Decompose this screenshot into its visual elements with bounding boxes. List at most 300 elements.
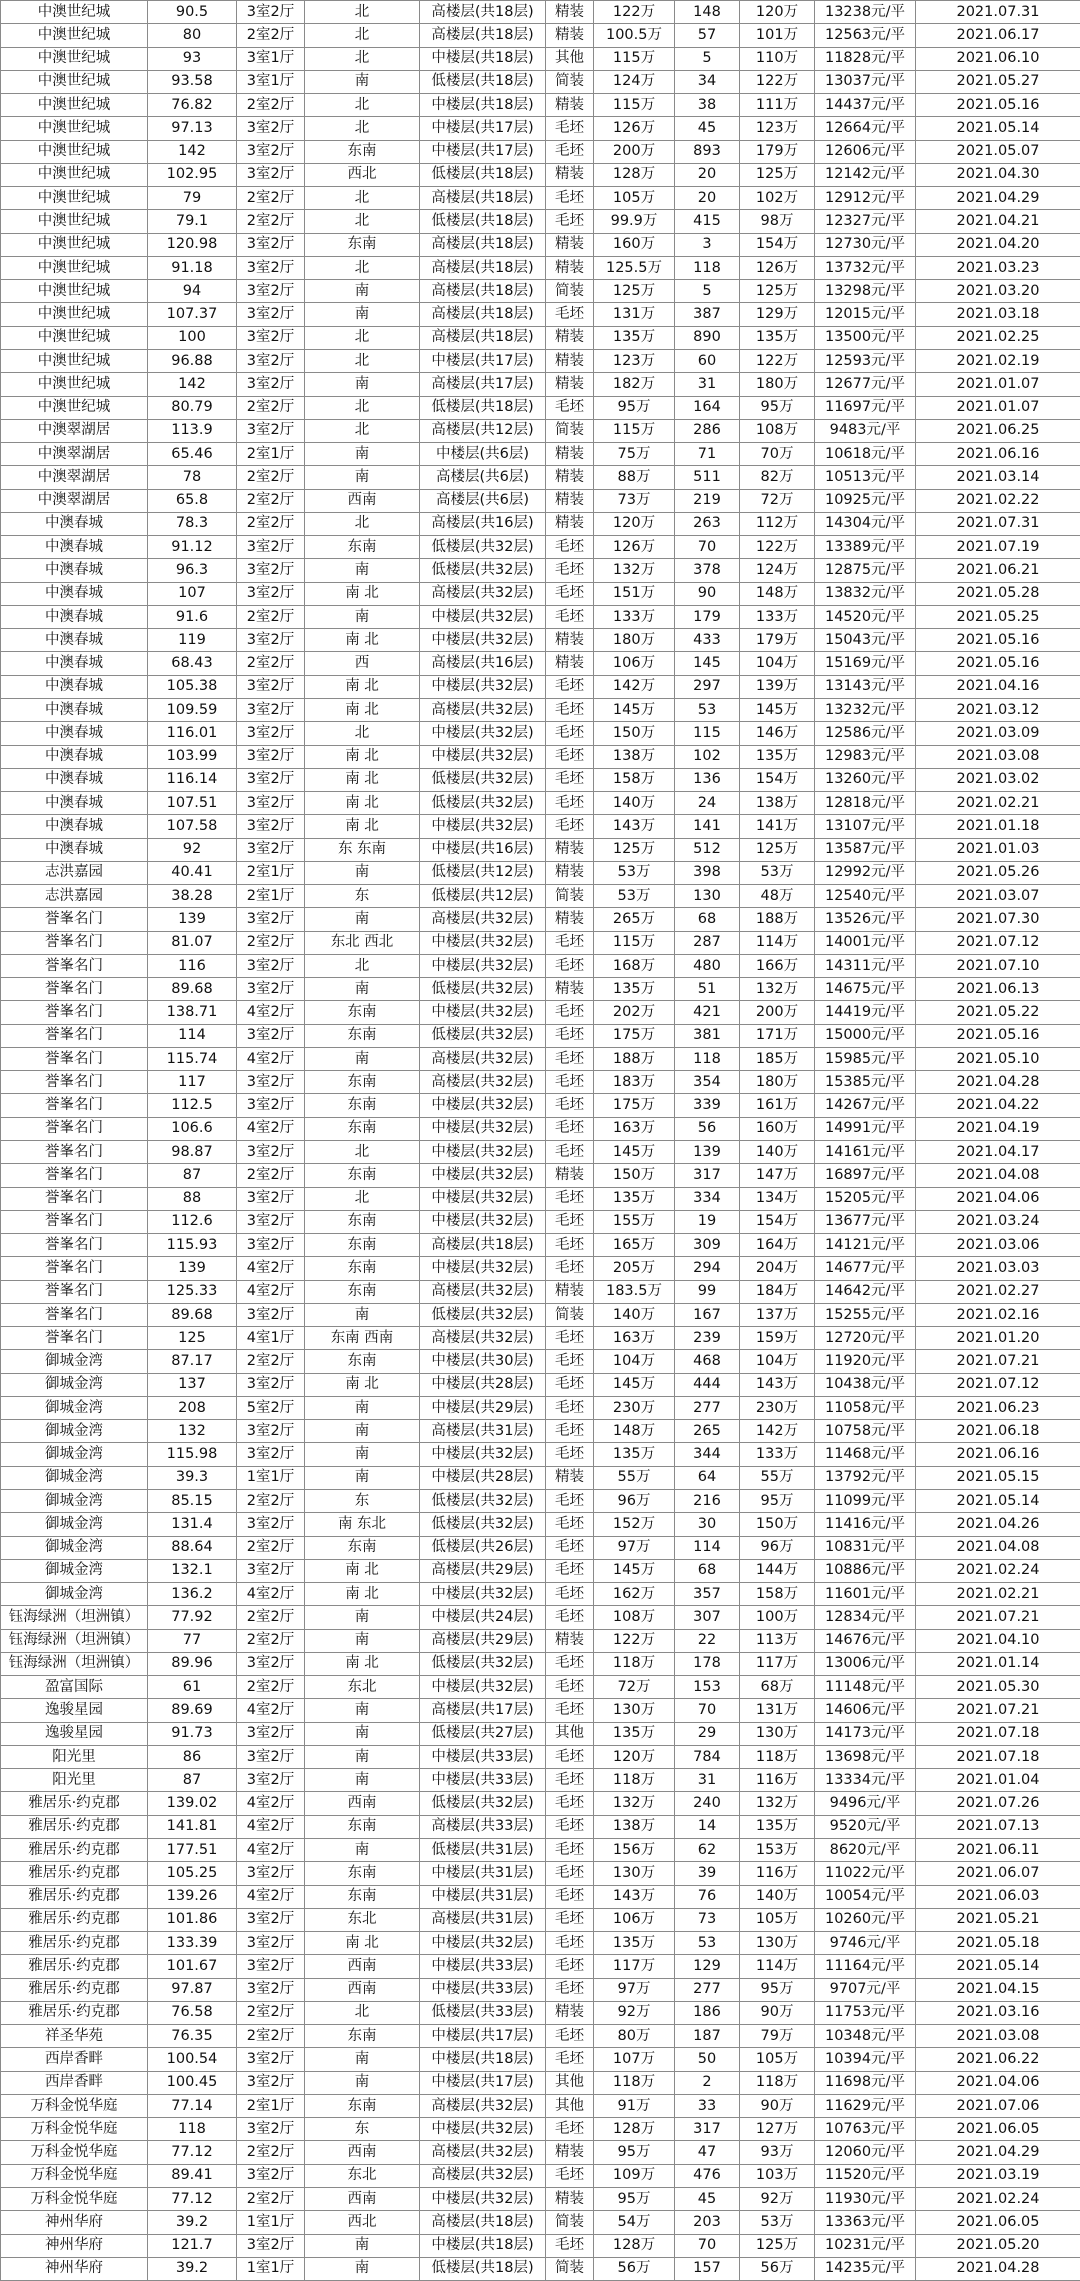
floor-cell: 中楼层(共28层) xyxy=(420,1466,546,1489)
layout-cell: 2室2厅 xyxy=(237,1676,305,1699)
table-body xyxy=(1,1,1080,2281)
community-cell: 誉峯名门 xyxy=(1,1187,148,1210)
area-cell: 39.3 xyxy=(148,1466,237,1489)
decoration-cell: 精装 xyxy=(546,466,594,489)
area-cell: 77 xyxy=(148,1629,237,1652)
community-cell: 中澳翠湖居 xyxy=(1,489,148,512)
decoration-cell: 精装 xyxy=(546,163,594,186)
followers-cell: 45 xyxy=(675,2187,740,2210)
area-cell: 81.07 xyxy=(148,931,237,954)
decoration-cell: 其他 xyxy=(546,2071,594,2094)
orientation-cell: 南 xyxy=(305,605,420,628)
community-cell: 誉峯名门 xyxy=(1,1071,148,1094)
orientation-cell: 东南 xyxy=(305,2025,420,2048)
area-cell: 105.25 xyxy=(148,1862,237,1885)
floor-cell: 高楼层(共12层) xyxy=(420,419,546,442)
area-cell: 65.8 xyxy=(148,489,237,512)
deal-price-cell: 114万 xyxy=(740,1955,815,1978)
floor-cell: 中楼层(共33层) xyxy=(420,1955,546,1978)
table-row xyxy=(1,2118,1080,2141)
floor-cell: 低楼层(共32层) xyxy=(420,792,546,815)
layout-cell: 1室1厅 xyxy=(237,1466,305,1489)
community-cell: 御城金湾 xyxy=(1,1466,148,1489)
deal-date-cell: 2021.06.07 xyxy=(916,1862,1080,1885)
decoration-cell: 简装 xyxy=(546,885,594,908)
deal-price-cell: 93万 xyxy=(740,2141,815,2164)
followers-cell: 317 xyxy=(675,1164,740,1187)
deal-price-cell: 148万 xyxy=(740,582,815,605)
unit-price-cell: 15385元/平 xyxy=(815,1071,916,1094)
area-cell: 107 xyxy=(148,582,237,605)
table-row xyxy=(1,1443,1080,1466)
unit-price-cell: 13500元/平 xyxy=(815,326,916,349)
community-cell: 钰海绿洲（坦洲镇） xyxy=(1,1652,148,1675)
community-cell: 雅居乐·约克郡 xyxy=(1,1862,148,1885)
decoration-cell: 毛坯 xyxy=(546,1327,594,1350)
floor-cell: 低楼层(共27层) xyxy=(420,1722,546,1745)
decoration-cell: 精装 xyxy=(546,1466,594,1489)
community-cell: 中澳世纪城 xyxy=(1,373,148,396)
floor-cell: 中楼层(共17层) xyxy=(420,2025,546,2048)
decoration-cell: 毛坯 xyxy=(546,605,594,628)
table-row xyxy=(1,536,1080,559)
list-price-cell: 55万 xyxy=(594,1466,675,1489)
orientation-cell: 北 xyxy=(305,1141,420,1164)
deal-price-cell: 118万 xyxy=(740,1745,815,1768)
deal-price-cell: 144万 xyxy=(740,1559,815,1582)
orientation-cell: 北 xyxy=(305,117,420,140)
area-cell: 139 xyxy=(148,1257,237,1280)
deal-date-cell: 2021.06.22 xyxy=(916,2048,1080,2071)
orientation-cell: 南 xyxy=(305,280,420,303)
table-row xyxy=(1,792,1080,815)
list-price-cell: 151万 xyxy=(594,582,675,605)
deal-price-cell: 147万 xyxy=(740,1164,815,1187)
table-row xyxy=(1,1955,1080,1978)
decoration-cell: 精装 xyxy=(546,326,594,349)
layout-cell: 2室2厅 xyxy=(237,466,305,489)
area-cell: 88 xyxy=(148,1187,237,1210)
floor-cell: 中楼层(共18层) xyxy=(420,47,546,70)
list-price-cell: 143万 xyxy=(594,815,675,838)
area-cell: 86 xyxy=(148,1745,237,1768)
floor-cell: 低楼层(共32层) xyxy=(420,768,546,791)
followers-cell: 415 xyxy=(675,210,740,233)
orientation-cell: 东南 xyxy=(305,1350,420,1373)
layout-cell: 3室2厅 xyxy=(237,233,305,256)
community-cell: 中澳世纪城 xyxy=(1,256,148,279)
decoration-cell: 毛坯 xyxy=(546,815,594,838)
community-cell: 中澳世纪城 xyxy=(1,326,148,349)
deal-price-cell: 130万 xyxy=(740,1932,815,1955)
unit-price-cell: 11520元/平 xyxy=(815,2164,916,2187)
layout-cell: 3室2厅 xyxy=(237,675,305,698)
followers-cell: 378 xyxy=(675,559,740,582)
area-cell: 115.93 xyxy=(148,1234,237,1257)
followers-cell: 70 xyxy=(675,1699,740,1722)
unit-price-cell: 14675元/平 xyxy=(815,978,916,1001)
orientation-cell: 南 北 xyxy=(305,1559,420,1582)
list-price-cell: 132万 xyxy=(594,1792,675,1815)
floor-cell: 中楼层(共29层) xyxy=(420,1396,546,1419)
deal-date-cell: 2021.03.03 xyxy=(916,1257,1080,1280)
unit-price-cell: 14311元/平 xyxy=(815,954,916,977)
table-row xyxy=(1,443,1080,466)
deal-price-cell: 102万 xyxy=(740,187,815,210)
floor-cell: 中楼层(共33层) xyxy=(420,1745,546,1768)
floor-cell: 高楼层(共18层) xyxy=(420,233,546,256)
layout-cell: 3室2厅 xyxy=(237,1513,305,1536)
deal-price-cell: 100万 xyxy=(740,1606,815,1629)
unit-price-cell: 12015元/平 xyxy=(815,303,916,326)
orientation-cell: 北 xyxy=(305,396,420,419)
layout-cell: 4室2厅 xyxy=(237,1583,305,1606)
table-row xyxy=(1,954,1080,977)
list-price-cell: 130万 xyxy=(594,1699,675,1722)
community-cell: 逸骏星园 xyxy=(1,1722,148,1745)
deal-date-cell: 2021.05.16 xyxy=(916,1024,1080,1047)
unit-price-cell: 10260元/平 xyxy=(815,1908,916,1931)
layout-cell: 2室2厅 xyxy=(237,1536,305,1559)
orientation-cell: 北 xyxy=(305,24,420,47)
deal-date-cell: 2021.03.24 xyxy=(916,1210,1080,1233)
orientation-cell: 西 xyxy=(305,652,420,675)
deal-price-cell: 166万 xyxy=(740,954,815,977)
decoration-cell: 精装 xyxy=(546,24,594,47)
unit-price-cell: 10054元/平 xyxy=(815,1885,916,1908)
layout-cell: 2室2厅 xyxy=(237,24,305,47)
community-cell: 西岸香畔 xyxy=(1,2071,148,2094)
orientation-cell: 南 xyxy=(305,1466,420,1489)
orientation-cell: 西北 xyxy=(305,163,420,186)
floor-cell: 高楼层(共18层) xyxy=(420,1234,546,1257)
area-cell: 87 xyxy=(148,1769,237,1792)
layout-cell: 3室2厅 xyxy=(237,373,305,396)
community-cell: 誉峯名门 xyxy=(1,1234,148,1257)
list-price-cell: 142万 xyxy=(594,675,675,698)
followers-cell: 129 xyxy=(675,1955,740,1978)
floor-cell: 高楼层(共18层) xyxy=(420,1,546,24)
deal-price-cell: 135万 xyxy=(740,1815,815,1838)
unit-price-cell: 13677元/平 xyxy=(815,1210,916,1233)
deal-price-cell: 114万 xyxy=(740,931,815,954)
list-price-cell: 135万 xyxy=(594,1187,675,1210)
community-cell: 雅居乐·约克郡 xyxy=(1,1955,148,1978)
table-row xyxy=(1,1047,1080,1070)
deal-date-cell: 2021.06.05 xyxy=(916,2211,1080,2234)
decoration-cell: 毛坯 xyxy=(546,187,594,210)
community-cell: 中澳世纪城 xyxy=(1,210,148,233)
decoration-cell: 毛坯 xyxy=(546,768,594,791)
layout-cell: 3室2厅 xyxy=(237,1559,305,1582)
deal-date-cell: 2021.02.19 xyxy=(916,349,1080,372)
list-price-cell: 120万 xyxy=(594,1745,675,1768)
layout-cell: 3室2厅 xyxy=(237,1210,305,1233)
orientation-cell: 东南 xyxy=(305,1257,420,1280)
list-price-cell: 109万 xyxy=(594,2164,675,2187)
unit-price-cell: 11022元/平 xyxy=(815,1862,916,1885)
unit-price-cell: 12586元/平 xyxy=(815,722,916,745)
orientation-cell: 南 北 xyxy=(305,1373,420,1396)
floor-cell: 中楼层(共32层) xyxy=(420,1187,546,1210)
floor-cell: 中楼层(共32层) xyxy=(420,931,546,954)
list-price-cell: 200万 xyxy=(594,140,675,163)
deal-date-cell: 2021.03.02 xyxy=(916,768,1080,791)
community-cell: 中澳翠湖居 xyxy=(1,443,148,466)
deal-date-cell: 2021.04.20 xyxy=(916,233,1080,256)
table-row xyxy=(1,1,1080,24)
decoration-cell: 简装 xyxy=(546,2211,594,2234)
deal-price-cell: 101万 xyxy=(740,24,815,47)
table-row xyxy=(1,1350,1080,1373)
list-price-cell: 125.5万 xyxy=(594,256,675,279)
table-row xyxy=(1,1769,1080,1792)
followers-cell: 286 xyxy=(675,419,740,442)
layout-cell: 3室2厅 xyxy=(237,163,305,186)
table-row xyxy=(1,2001,1080,2024)
orientation-cell: 东南 xyxy=(305,1234,420,1257)
list-price-cell: 124万 xyxy=(594,70,675,93)
deal-date-cell: 2021.05.16 xyxy=(916,652,1080,675)
followers-cell: 70 xyxy=(675,536,740,559)
layout-cell: 3室2厅 xyxy=(237,954,305,977)
area-cell: 133.39 xyxy=(148,1932,237,1955)
followers-cell: 118 xyxy=(675,256,740,279)
deal-price-cell: 104万 xyxy=(740,652,815,675)
decoration-cell: 毛坯 xyxy=(546,1490,594,1513)
table-row xyxy=(1,512,1080,535)
unit-price-cell: 16897元/平 xyxy=(815,1164,916,1187)
table-row xyxy=(1,1606,1080,1629)
unit-price-cell: 11920元/平 xyxy=(815,1350,916,1373)
unit-price-cell: 9707元/平 xyxy=(815,1978,916,2001)
list-price-cell: 145万 xyxy=(594,698,675,721)
followers-cell: 153 xyxy=(675,1676,740,1699)
table-row xyxy=(1,1978,1080,2001)
layout-cell: 2室1厅 xyxy=(237,2094,305,2117)
deal-date-cell: 2021.06.16 xyxy=(916,443,1080,466)
orientation-cell: 南 xyxy=(305,1722,420,1745)
community-cell: 誉峯名门 xyxy=(1,1164,148,1187)
list-price-cell: 183.5万 xyxy=(594,1280,675,1303)
decoration-cell: 毛坯 xyxy=(546,2025,594,2048)
deal-date-cell: 2021.04.28 xyxy=(916,1071,1080,1094)
deal-price-cell: 53万 xyxy=(740,861,815,884)
deal-date-cell: 2021.07.13 xyxy=(916,1815,1080,1838)
list-price-cell: 156万 xyxy=(594,1838,675,1861)
area-cell: 107.51 xyxy=(148,792,237,815)
community-cell: 中澳春城 xyxy=(1,582,148,605)
table-row xyxy=(1,256,1080,279)
area-cell: 177.51 xyxy=(148,1838,237,1861)
decoration-cell: 毛坯 xyxy=(546,2118,594,2141)
layout-cell: 2室2厅 xyxy=(237,1490,305,1513)
decoration-cell: 精装 xyxy=(546,1629,594,1652)
followers-cell: 31 xyxy=(675,1769,740,1792)
decoration-cell: 毛坯 xyxy=(546,559,594,582)
area-cell: 101.67 xyxy=(148,1955,237,1978)
floor-cell: 中楼层(共33层) xyxy=(420,1978,546,2001)
community-cell: 御城金湾 xyxy=(1,1536,148,1559)
deal-price-cell: 132万 xyxy=(740,978,815,1001)
deal-date-cell: 2021.05.16 xyxy=(916,94,1080,117)
deal-date-cell: 2021.06.25 xyxy=(916,419,1080,442)
decoration-cell: 毛坯 xyxy=(546,1071,594,1094)
list-price-cell: 115万 xyxy=(594,419,675,442)
area-cell: 89.68 xyxy=(148,978,237,1001)
unit-price-cell: 14304元/平 xyxy=(815,512,916,535)
floor-cell: 中楼层(共18层) xyxy=(420,2048,546,2071)
list-price-cell: 163万 xyxy=(594,1117,675,1140)
area-cell: 112.6 xyxy=(148,1210,237,1233)
unit-price-cell: 13832元/平 xyxy=(815,582,916,605)
followers-cell: 148 xyxy=(675,1,740,24)
layout-cell: 1室1厅 xyxy=(237,2211,305,2234)
layout-cell: 4室2厅 xyxy=(237,1117,305,1140)
deal-date-cell: 2021.06.18 xyxy=(916,1420,1080,1443)
orientation-cell: 南 xyxy=(305,2257,420,2280)
floor-cell: 中楼层(共32层) xyxy=(420,1676,546,1699)
decoration-cell: 简装 xyxy=(546,2257,594,2280)
deal-price-cell: 137万 xyxy=(740,1303,815,1326)
deal-date-cell: 2021.04.06 xyxy=(916,1187,1080,1210)
area-cell: 76.82 xyxy=(148,94,237,117)
deal-price-cell: 110万 xyxy=(740,47,815,70)
followers-cell: 38 xyxy=(675,94,740,117)
community-cell: 中澳春城 xyxy=(1,745,148,768)
followers-cell: 73 xyxy=(675,1908,740,1931)
deal-price-cell: 96万 xyxy=(740,1536,815,1559)
table-row xyxy=(1,70,1080,93)
deal-price-cell: 133万 xyxy=(740,605,815,628)
area-cell: 139.02 xyxy=(148,1792,237,1815)
unit-price-cell: 12540元/平 xyxy=(815,885,916,908)
floor-cell: 中楼层(共32层) xyxy=(420,1443,546,1466)
deal-price-cell: 171万 xyxy=(740,1024,815,1047)
orientation-cell: 南 xyxy=(305,2234,420,2257)
table-row xyxy=(1,233,1080,256)
deal-date-cell: 2021.06.03 xyxy=(916,1885,1080,1908)
deal-date-cell: 2021.07.18 xyxy=(916,1745,1080,1768)
unit-price-cell: 9746元/平 xyxy=(815,1932,916,1955)
area-cell: 142 xyxy=(148,140,237,163)
unit-price-cell: 11753元/平 xyxy=(815,2001,916,2024)
floor-cell: 高楼层(共32层) xyxy=(420,1280,546,1303)
orientation-cell: 东北 xyxy=(305,2164,420,2187)
table-row xyxy=(1,1815,1080,1838)
floor-cell: 中楼层(共32层) xyxy=(420,2187,546,2210)
community-cell: 中澳世纪城 xyxy=(1,140,148,163)
table-row xyxy=(1,1257,1080,1280)
followers-cell: 307 xyxy=(675,1606,740,1629)
followers-cell: 265 xyxy=(675,1420,740,1443)
community-cell: 钰海绿洲（坦洲镇） xyxy=(1,1606,148,1629)
deal-date-cell: 2021.06.10 xyxy=(916,47,1080,70)
unit-price-cell: 14161元/平 xyxy=(815,1141,916,1164)
orientation-cell: 西南 xyxy=(305,1792,420,1815)
unit-price-cell: 13389元/平 xyxy=(815,536,916,559)
list-price-cell: 183万 xyxy=(594,1071,675,1094)
followers-cell: 24 xyxy=(675,792,740,815)
list-price-cell: 128万 xyxy=(594,2234,675,2257)
decoration-cell: 精装 xyxy=(546,349,594,372)
area-cell: 38.28 xyxy=(148,885,237,908)
community-cell: 中澳世纪城 xyxy=(1,233,148,256)
decoration-cell: 其他 xyxy=(546,2094,594,2117)
deal-price-cell: 98万 xyxy=(740,210,815,233)
deal-date-cell: 2021.05.18 xyxy=(916,1932,1080,1955)
orientation-cell: 南 xyxy=(305,1303,420,1326)
table-row xyxy=(1,2094,1080,2117)
unit-price-cell: 14606元/平 xyxy=(815,1699,916,1722)
floor-cell: 低楼层(共26层) xyxy=(420,1536,546,1559)
floor-cell: 高楼层(共6层) xyxy=(420,466,546,489)
table-row xyxy=(1,1327,1080,1350)
deal-price-cell: 140万 xyxy=(740,1885,815,1908)
area-cell: 77.14 xyxy=(148,2094,237,2117)
area-cell: 100.45 xyxy=(148,2071,237,2094)
table-row xyxy=(1,2211,1080,2234)
layout-cell: 2室2厅 xyxy=(237,1350,305,1373)
unit-price-cell: 14437元/平 xyxy=(815,94,916,117)
followers-cell: 468 xyxy=(675,1350,740,1373)
area-cell: 88.64 xyxy=(148,1536,237,1559)
deal-date-cell: 2021.04.21 xyxy=(916,210,1080,233)
layout-cell: 2室2厅 xyxy=(237,652,305,675)
table-row xyxy=(1,1885,1080,1908)
table-row xyxy=(1,768,1080,791)
community-cell: 御城金湾 xyxy=(1,1350,148,1373)
community-cell: 中澳世纪城 xyxy=(1,349,148,372)
deal-price-cell: 184万 xyxy=(740,1280,815,1303)
area-cell: 96.3 xyxy=(148,559,237,582)
deal-date-cell: 2021.02.24 xyxy=(916,2187,1080,2210)
decoration-cell: 毛坯 xyxy=(546,745,594,768)
deal-date-cell: 2021.04.19 xyxy=(916,1117,1080,1140)
list-price-cell: 148万 xyxy=(594,1420,675,1443)
table-row xyxy=(1,1908,1080,1931)
table-row xyxy=(1,2234,1080,2257)
area-cell: 97.13 xyxy=(148,117,237,140)
followers-cell: 19 xyxy=(675,1210,740,1233)
orientation-cell: 东南 xyxy=(305,1024,420,1047)
followers-cell: 784 xyxy=(675,1745,740,1768)
layout-cell: 3室2厅 xyxy=(237,1,305,24)
community-cell: 万科金悦华庭 xyxy=(1,2187,148,2210)
area-cell: 118 xyxy=(148,2118,237,2141)
decoration-cell: 毛坯 xyxy=(546,1420,594,1443)
list-price-cell: 182万 xyxy=(594,373,675,396)
area-cell: 89.96 xyxy=(148,1652,237,1675)
community-cell: 阳光里 xyxy=(1,1769,148,1792)
layout-cell: 3室2厅 xyxy=(237,2118,305,2141)
orientation-cell: 东南 xyxy=(305,1815,420,1838)
decoration-cell: 毛坯 xyxy=(546,1908,594,1931)
deal-price-cell: 204万 xyxy=(740,1257,815,1280)
floor-cell: 中楼层(共17层) xyxy=(420,2071,546,2094)
decoration-cell: 毛坯 xyxy=(546,1676,594,1699)
decoration-cell: 毛坯 xyxy=(546,396,594,419)
list-price-cell: 97万 xyxy=(594,1978,675,2001)
layout-cell: 3室2厅 xyxy=(237,536,305,559)
layout-cell: 4室2厅 xyxy=(237,1280,305,1303)
followers-cell: 239 xyxy=(675,1327,740,1350)
followers-cell: 167 xyxy=(675,1303,740,1326)
layout-cell: 3室2厅 xyxy=(237,1652,305,1675)
orientation-cell: 东 xyxy=(305,2118,420,2141)
area-cell: 125 xyxy=(148,1327,237,1350)
deal-date-cell: 2021.01.03 xyxy=(916,838,1080,861)
